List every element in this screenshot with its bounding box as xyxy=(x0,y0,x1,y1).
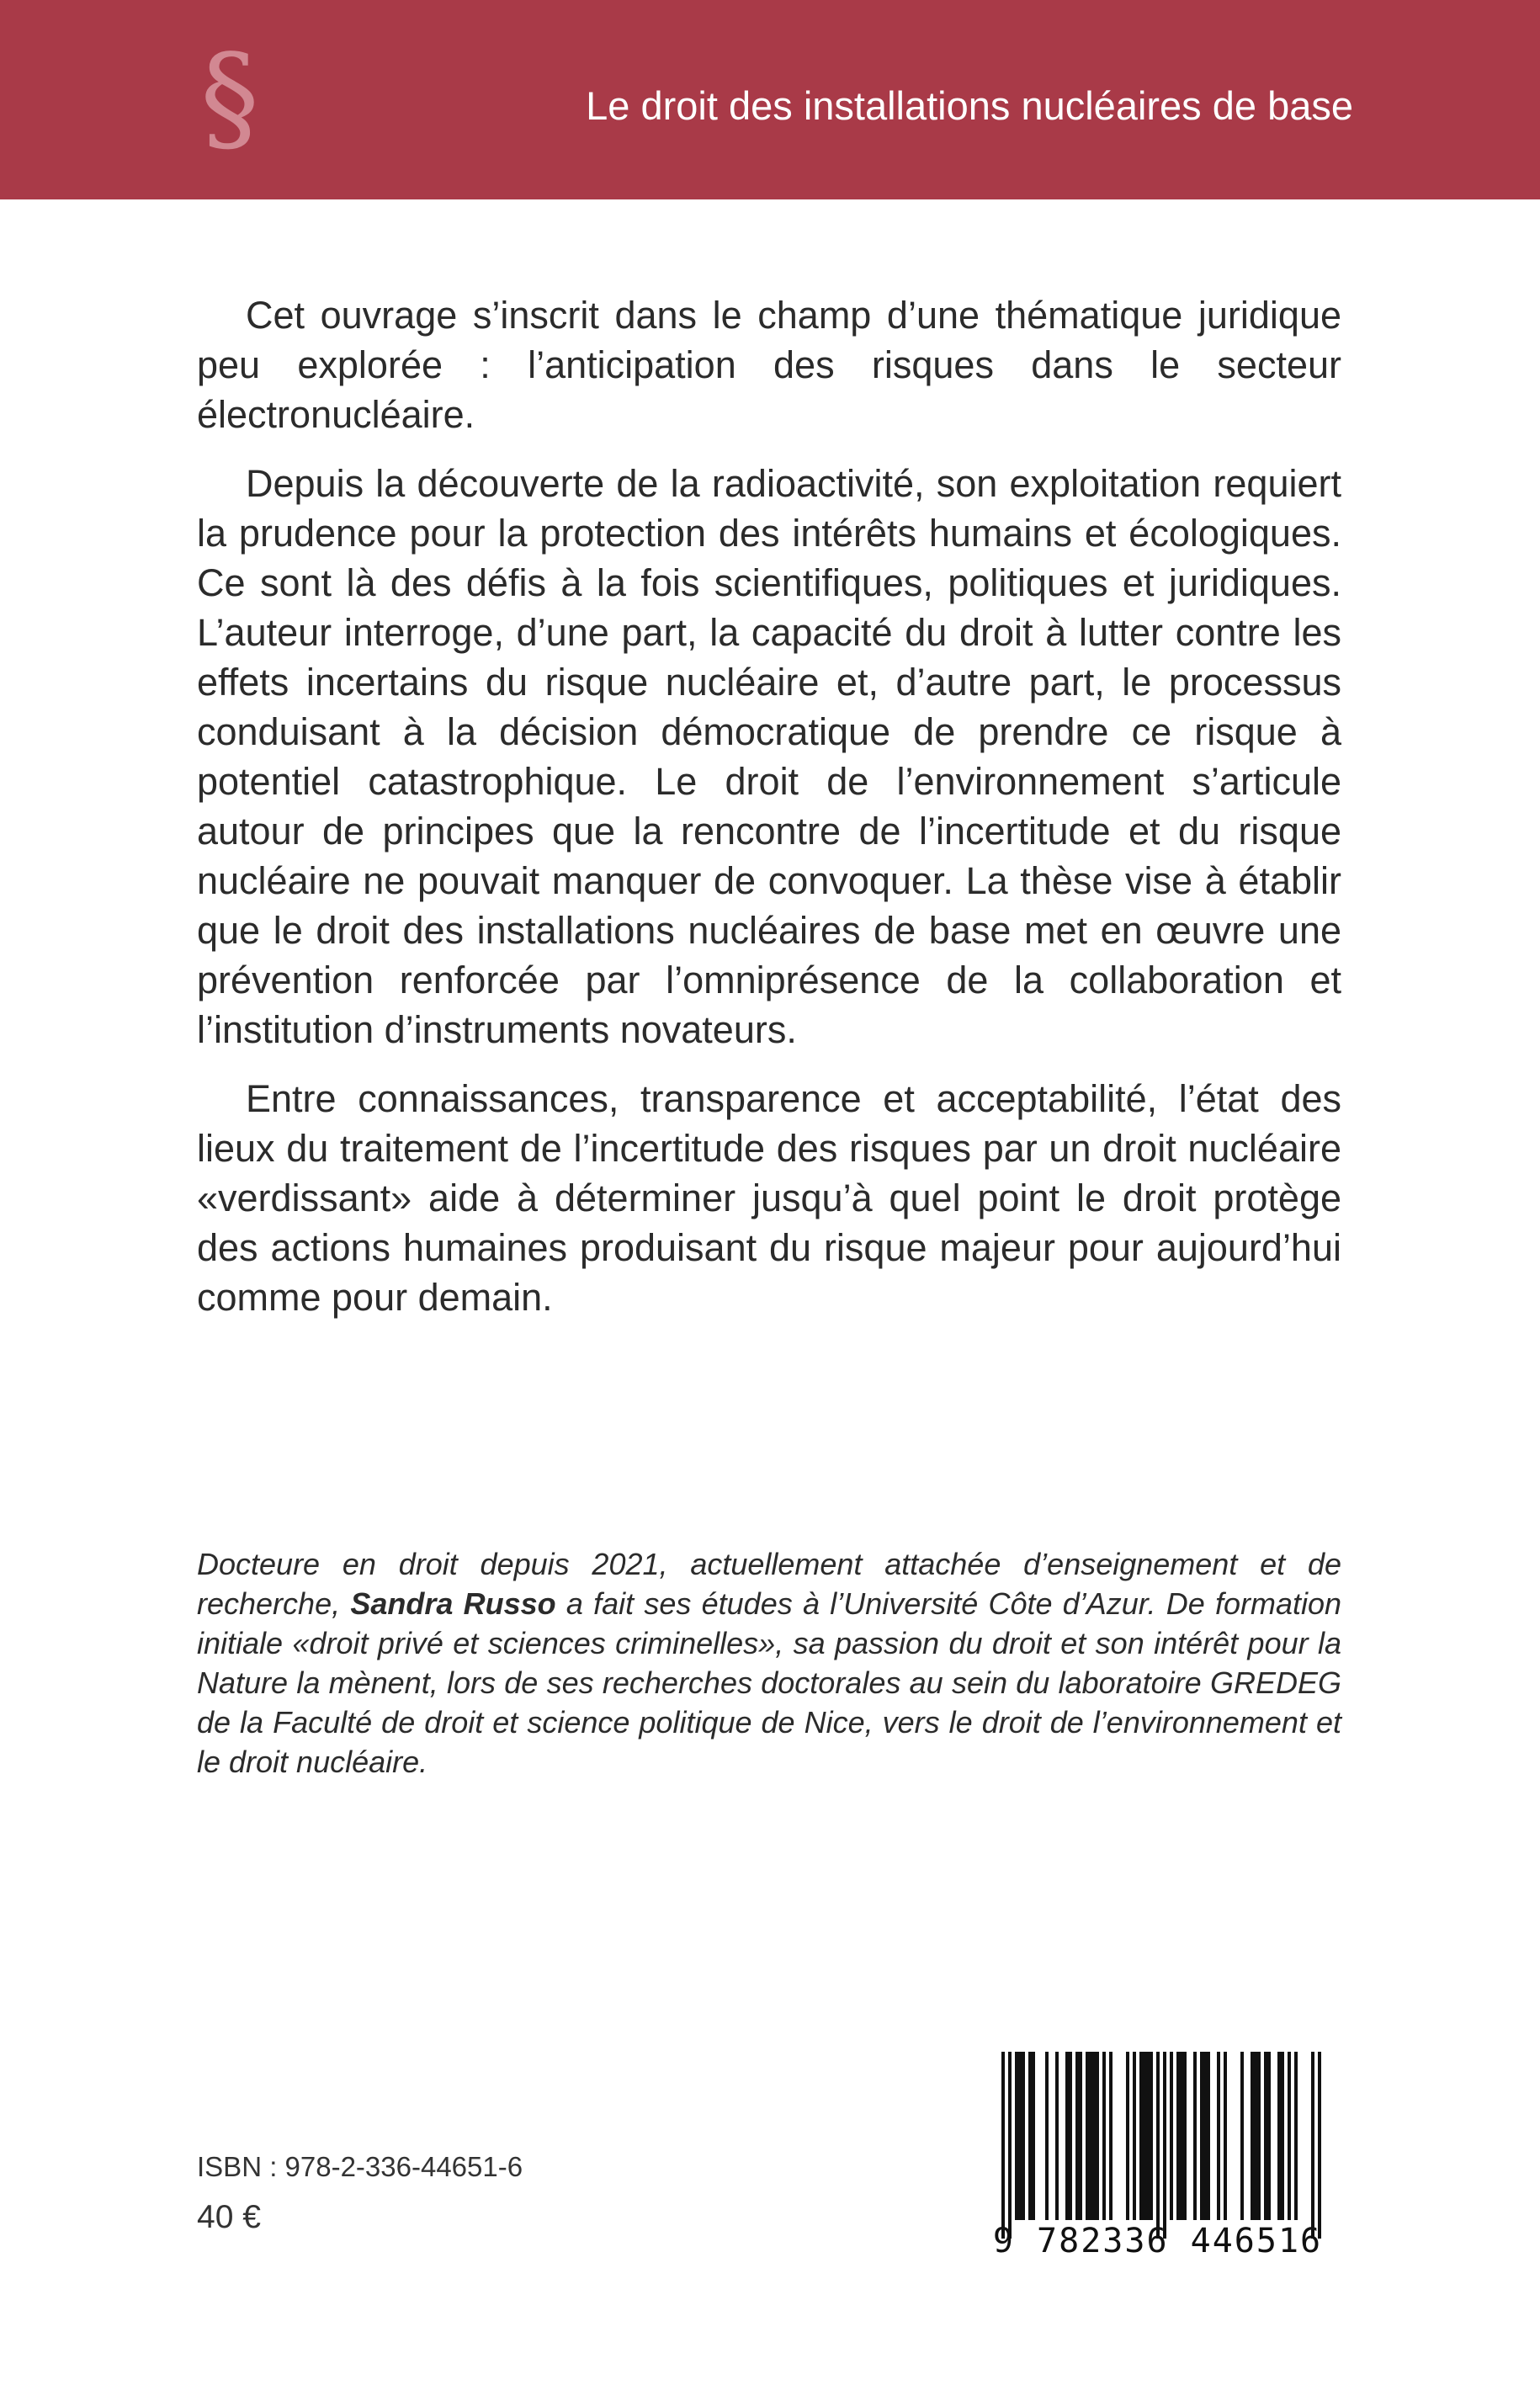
section-symbol-icon: § xyxy=(200,29,259,167)
barcode-bar xyxy=(1203,2052,1207,2220)
barcode-bar xyxy=(1069,2052,1072,2220)
isbn-text: ISBN : 978-2-336-44651-6 xyxy=(197,2151,523,2182)
barcode-bar xyxy=(1096,2052,1099,2220)
barcode-bar xyxy=(1055,2052,1059,2220)
barcode-bar xyxy=(1183,2052,1187,2220)
barcode-bar xyxy=(1018,2052,1022,2220)
barcode-bar xyxy=(1150,2052,1153,2220)
bio-intro: Docteure en droit depuis 2021, actuellement attachée d’enseignement et de recherche, xyxy=(197,1547,1341,1621)
barcode-bar xyxy=(1156,2052,1160,2239)
barcode xyxy=(983,2043,1332,2272)
barcode-bar xyxy=(1277,2052,1281,2220)
barcode-digits: 9 782336 446516 xyxy=(992,2222,1323,2260)
barcode-bar xyxy=(1143,2052,1146,2220)
barcode-bar xyxy=(1294,2052,1298,2220)
barcode-bar xyxy=(1092,2052,1096,2220)
barcode-bar xyxy=(1109,2052,1113,2220)
barcode-bar xyxy=(1032,2052,1035,2220)
summary-paragraph: Depuis la découverte de la radioactivité, son exploitation requiert la prudence pour la protection des intérêts humains et écologiques. Ce sont là des défis à la fois scientifiques, politiques et juridiques. L’auteur interroge, d’une part, la capacité du droit à lutter contre les effets incertains du risque nucléaire et, d’autre part, le processus conduisant à la décision démocratique de prendre ce risque à potentiel catastrophique. Le droit de l’environnement s’articule autour de principes que la rencontre de l’incertitude et du risque nucléaire ne pouvait manquer de convoquer. La thèse vise à établir que le droit des installations nucléaires de base met en œuvre une prévention renforcée par l’omniprésence de la collaboration et l’institution d’instruments novateurs. xyxy=(197,462,1341,1051)
barcode-bar xyxy=(1318,2052,1321,2239)
barcode-bar xyxy=(1022,2052,1025,2220)
barcode-bar xyxy=(1163,2052,1166,2239)
barcode-bar xyxy=(1180,2052,1183,2220)
book-title: Le droit des installations nucléaires de base xyxy=(586,83,1353,128)
barcode-bar xyxy=(1126,2052,1129,2220)
author-bio xyxy=(197,1544,1341,1782)
barcode-bar xyxy=(1254,2052,1257,2220)
barcode-bar xyxy=(1086,2052,1089,2220)
barcode-bar xyxy=(1251,2052,1254,2220)
summary-paragraph: Cet ouvrage s’inscrit dans le champ d’une thématique juridique peu explorée : l’anticipation des risques dans le secteur électronucléaire. xyxy=(197,294,1341,436)
barcode-bar xyxy=(1288,2052,1291,2220)
author-name: Sandra Russo xyxy=(350,1586,556,1621)
summary-paragraph: Entre connaissances, transparence et acceptabilité, l’état des lieux du traitement de l’incertitude des risques par un droit nucléaire «verdissant» aide à déterminer jusqu’à quel point le droit protège des actions humaines produisant du risque majeur pour aujourd’hui comme pour demain. xyxy=(197,1077,1341,1319)
barcode-bar xyxy=(1146,2052,1150,2220)
barcode-bar xyxy=(1311,2052,1314,2239)
barcode-bar xyxy=(1200,2052,1203,2220)
barcode-bar xyxy=(1264,2052,1267,2220)
barcode-bar xyxy=(1176,2052,1180,2220)
barcode-bar xyxy=(1102,2052,1106,2220)
barcode-bar xyxy=(1257,2052,1261,2220)
barcode-bar xyxy=(1133,2052,1136,2220)
barcode-bar xyxy=(1015,2052,1018,2220)
barcode-bar xyxy=(1217,2052,1220,2220)
barcode-bar xyxy=(1267,2052,1271,2220)
summary-text xyxy=(197,290,1341,1341)
barcode-bar xyxy=(1079,2052,1082,2220)
barcode-bar xyxy=(1089,2052,1092,2220)
barcode-bar xyxy=(1008,2052,1012,2239)
barcode-bar xyxy=(1240,2052,1244,2220)
barcode-bar xyxy=(1028,2052,1032,2220)
barcode-bar xyxy=(1139,2052,1143,2220)
barcode-bar xyxy=(1065,2052,1069,2220)
barcode-bar xyxy=(1045,2052,1049,2220)
barcode-bar xyxy=(1281,2052,1284,2220)
barcode-bar xyxy=(1193,2052,1197,2220)
barcode-bar xyxy=(1075,2052,1079,2220)
barcode-bar xyxy=(1207,2052,1210,2220)
header-banner xyxy=(0,0,1540,199)
barcode-bar xyxy=(1170,2052,1173,2220)
bio-rest: a fait ses études à l’Université Côte d’Azur. De formation initiale «droit privé et sciences criminelles», sa passion du droit et son intérêt pour la Nature la mènent, lors de ses recherches doctorales au sein du laboratoire GREDEG de la Faculté de droit et science politique de Nice, vers le droit de l’environnement et le droit nucléaire. xyxy=(197,1586,1342,1779)
price-text: 40 € xyxy=(197,2199,261,2235)
barcode-bar xyxy=(1224,2052,1227,2220)
barcode-bar xyxy=(1001,2052,1005,2239)
